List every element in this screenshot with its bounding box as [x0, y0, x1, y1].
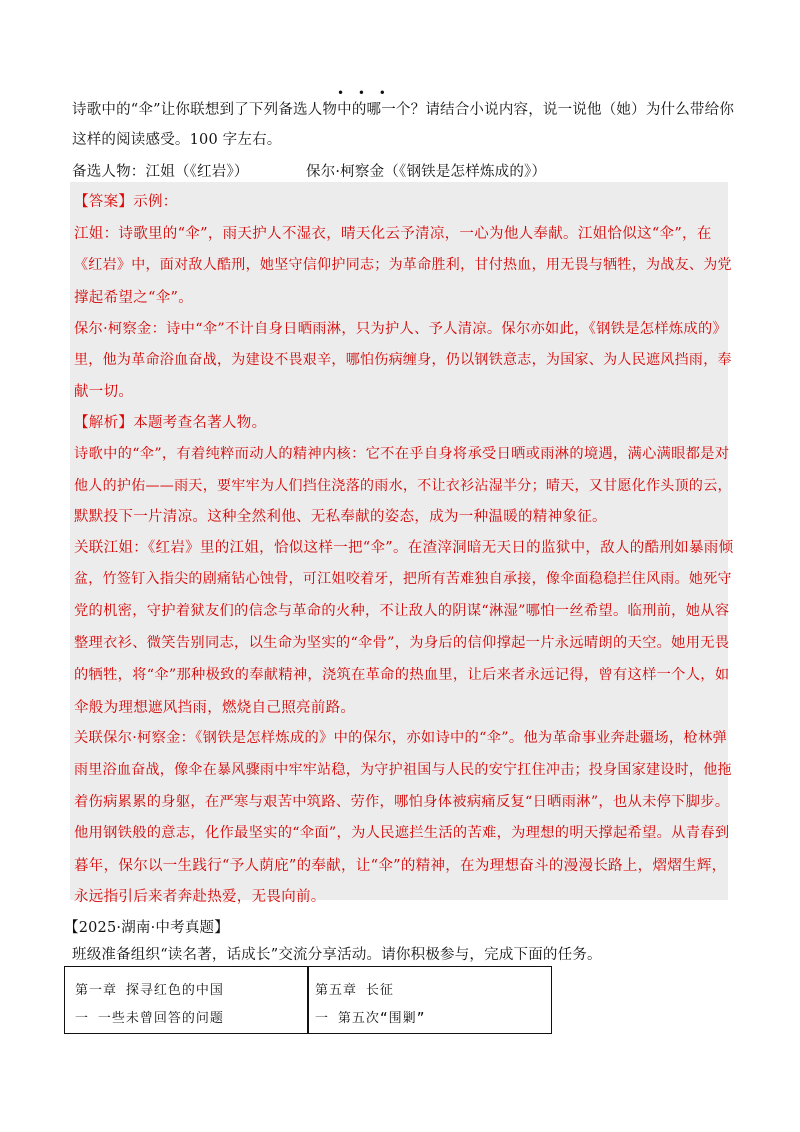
question-line-1: 诗歌中的“伞”让你联想到了下列备选人物中的哪一个？请结合小说内容，说一说他（她）为什么带给你: [72, 102, 735, 118]
analysis-line: 整理衣衫、微笑告别同志，以生命为坚实的“伞骨”，为身后的信仰撑起一片永远晴朗的天空。她用无畏: [74, 635, 730, 651]
analysis-line: 关联保尔·柯察金：《钢铁是怎样炼成的》中的保尔，亦如诗中的“伞”。他为革命事业奔赴疆场，枪林弹: [74, 730, 728, 746]
analysis-line: 党的机密，守护着狱友们的信念与革命的火种，不让敌人的阴谋“淋湿”哪怕一丝希望。临刑前，她从容: [74, 603, 730, 619]
candidate-2: 保尔·柯察金（《钢铁是怎样炼成的》）: [306, 164, 547, 180]
analysis-tag-suffix: 本题考查名著人物。: [133, 415, 267, 431]
emphasis-dots: • • •: [337, 86, 391, 100]
analysis-line: 暮年，保尔以一生践行“予人荫庇”的奉献，让“伞”的精神，在为理想奋斗的漫漫长路上，熠熠生辉，: [74, 858, 727, 874]
table-cell-right-chapter: 第五章 长征: [315, 983, 394, 998]
table-cell-left-chapter: 第一章 探寻红色的中国: [75, 983, 224, 998]
answer-line: 撑起希望之“伞”。: [74, 290, 194, 306]
answer-tag-suffix: 示例：: [133, 194, 178, 210]
analysis-line: 雨里浴血奋战，像伞在暴风骤雨中牢牢站稳，为守护祖国与人民的安宁扛住冲击；投身国家建设时，他拖: [74, 762, 732, 778]
answer-tag: 【答案】: [74, 194, 134, 210]
table-cell-left-section: 一 一些未曾回答的问题: [75, 1011, 224, 1026]
candidates-label: 备选人物：江姐（《红岩》）: [72, 164, 249, 180]
analysis-line: 他人的护佑——雨天，要牢牢为人们挡住浇落的雨水，不让衣衫沾湿半分；晴天，又甘愿化作头顶的云，: [74, 478, 732, 494]
analysis-line: 永远指引后来者奔赴热爱，无畏向前。: [74, 889, 326, 905]
analysis-line: 诗歌中的“伞”，有着纯粹而动人的精神内核：它不在乎自身将承受日晒或雨淋的境遇，满心满眼都是对: [74, 446, 730, 462]
analysis-line: 关联江姐：《红岩》里的江姐，恰似这样一把“伞”。在渣滓洞暗无天日的监狱中，敌人的酷刑如暴雨倾: [74, 540, 734, 556]
analysis-line: 默默投下一片清凉。这种全然利他、无私奉献的姿态，成为一种温暖的精神象征。: [74, 509, 607, 525]
analysis-line: 盆，竹签钉入指尖的剧痛钻心蚀骨，可江姐咬着牙，把所有苦难独自承接，像伞面稳稳拦住风雨。她死守: [74, 571, 732, 587]
source-tag: 【2025·湖南·中考真题】: [64, 920, 229, 936]
chapter-table: [64, 966, 552, 1034]
table-cell-right-section: 一 第五次“围剿”: [315, 1011, 426, 1026]
analysis-line: 他用钢铁般的意志，化作最坚实的“伞面”，为人民遮拦生活的苦难，为理想的明天撑起希望。从青春到: [74, 825, 730, 841]
answer-line: 保尔·柯察金：诗中“伞”不计自身日晒雨淋，只为护人、予人清凉。保尔亦如此，《钢铁是怎样炼成的》: [74, 321, 728, 337]
task-intro: 班级准备组织“读名著，话成长”交流分享活动。请你积极参与，完成下面的任务。: [72, 947, 602, 963]
question-line-2: 这样的阅读感受。100 字左右。: [72, 132, 282, 148]
analysis-line: 着伤病累累的身躯，在严寒与艰苦中筑路、劳作，哪怕身体被病痛反复“日晒雨淋”，也从未停下脚步。: [74, 794, 730, 810]
analysis-line: 的牺牲，将“伞”那种极致的奉献精神，浇筑在革命的热血里，让后来者永远记得，曾有这样一个人，如: [74, 667, 730, 683]
analysis-line: 伞般为理想遮风挡雨，燃烧自己照亮前路。: [74, 700, 356, 716]
table-divider: [307, 967, 309, 1033]
analysis-heading: [74, 411, 266, 432]
answer-line: 江姐：诗歌里的“伞”，雨天护人不湿衣，晴天化云予清凉，一心为他人奉献。江姐恰似这“伞”，在: [74, 226, 712, 242]
answer-line: 献一切。: [74, 384, 134, 400]
answer-heading: [74, 190, 178, 211]
analysis-tag: 【解析】: [74, 415, 134, 431]
answer-line: 《红岩》中，面对敌人酷刑，她坚守信仰护同志；为革命胜利，甘付热血，用无畏与牺牲，为战友、为党: [74, 257, 732, 273]
answer-line: 里，他为革命浴血奋战，为建设不畏艰辛，哪怕伤病缠身，仍以钢铁意志，为国家、为人民遮风挡雨，奉: [74, 352, 732, 368]
